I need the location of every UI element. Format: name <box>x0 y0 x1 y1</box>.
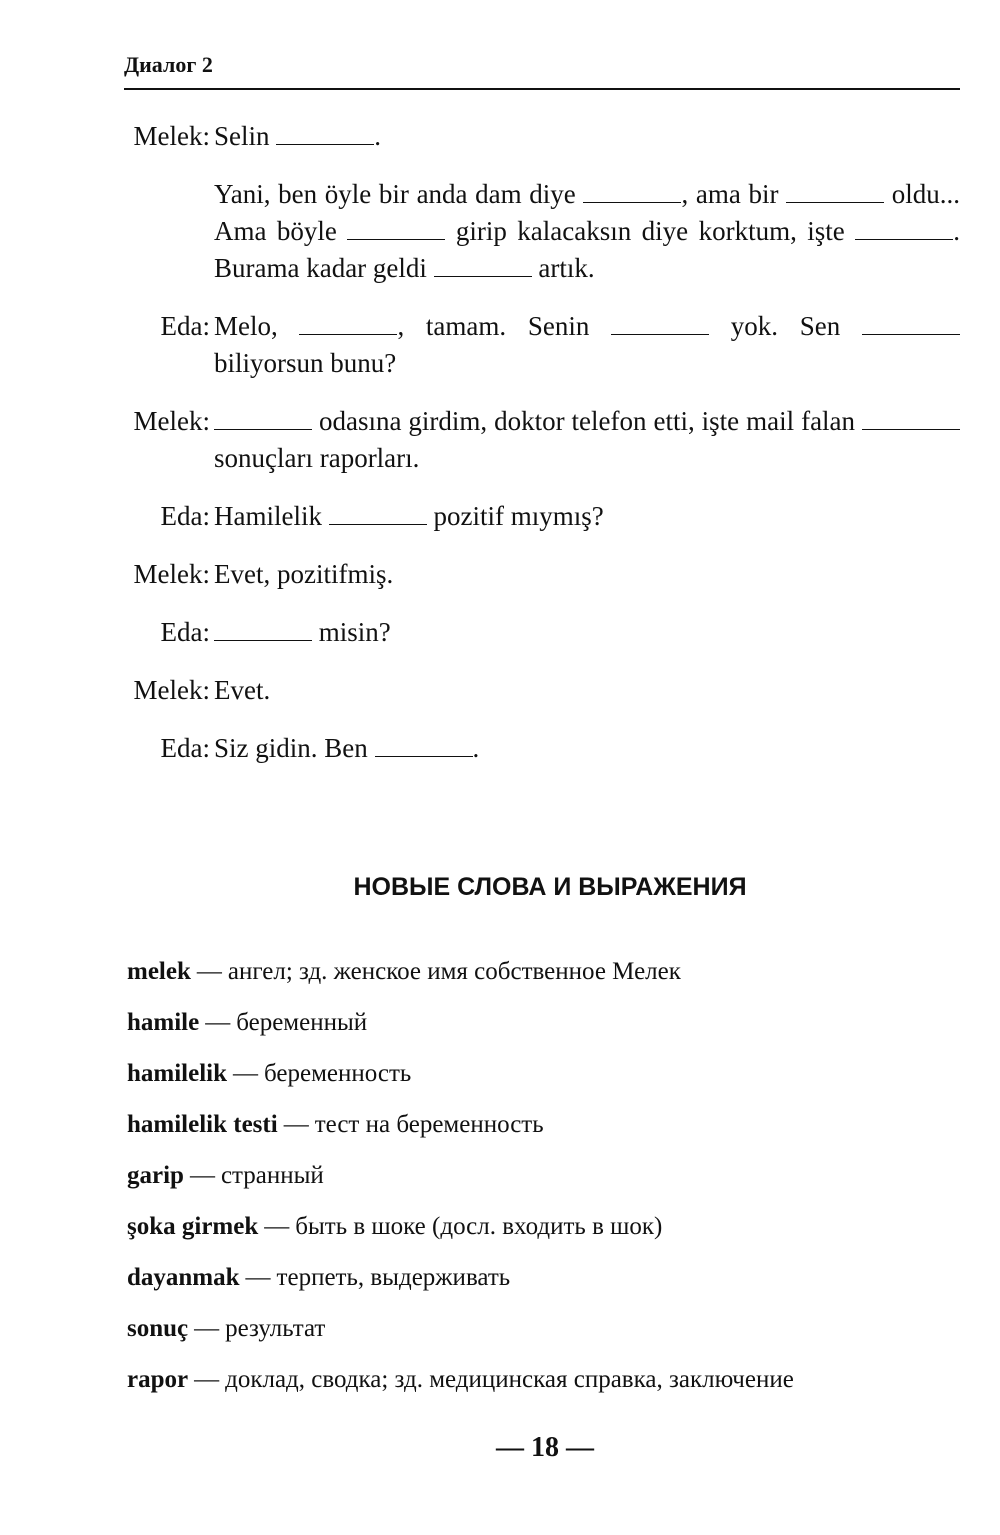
fill-in-blank[interactable] <box>611 312 709 335</box>
dialog-text-segment: Melo, <box>214 311 300 341</box>
speaker-label: Eda: <box>160 617 210 647</box>
speaker-label: Eda: <box>160 311 210 341</box>
dialog-text-segment: oldu... Ama böyle <box>214 179 960 246</box>
vocab-term: şoka girmek <box>127 1213 259 1240</box>
dash-separator: — <box>189 1162 215 1189</box>
speaker-label: Melek: <box>133 406 210 436</box>
vocab-definition: беременный <box>236 1009 368 1036</box>
dialog-text <box>214 730 960 767</box>
dialog-text-segment: biliyorsun bunu? <box>214 348 397 378</box>
vocab-term: rapor <box>127 1366 189 1393</box>
section-title: НОВЫЕ СЛОВА И ВЫРАЖЕНИЯ <box>353 873 747 901</box>
dialog-text-segment: pozitif mıymış? <box>426 501 604 531</box>
vocab-definition: тест на беременность <box>314 1111 544 1138</box>
vocab-item <box>127 1261 967 1295</box>
fill-in-blank[interactable] <box>862 407 960 430</box>
dash-separator: — <box>264 1213 290 1240</box>
page-number: — 18 — <box>496 1432 594 1463</box>
dialog-text <box>214 556 960 593</box>
fill-in-blank[interactable] <box>214 407 312 430</box>
vocab-term: melek <box>127 958 191 985</box>
vocab-definition: доклад, сводка; зд. медицинская справка, заключение <box>225 1366 794 1393</box>
vocab-term: hamilelik <box>127 1060 228 1087</box>
fill-in-blank[interactable] <box>434 254 532 277</box>
dialog-text-segment: , ama bir <box>681 179 787 209</box>
vocab-definition: беременность <box>264 1060 412 1087</box>
dialog-text-segment: misin? <box>312 617 391 647</box>
dialog-text-segment: Evet, pozitifmiş. <box>214 559 394 589</box>
vocab-term: hamile <box>127 1009 200 1036</box>
dialog-line <box>0 176 1000 287</box>
dialog-text-segment: . <box>374 121 382 151</box>
vocab-item <box>127 1006 967 1040</box>
vocab-definition: результат <box>225 1315 326 1342</box>
dialog-text-segment: Selin <box>214 121 277 151</box>
vocabulary-list <box>127 955 967 1414</box>
vocab-term: sonuç <box>127 1315 189 1342</box>
fill-in-blank[interactable] <box>375 734 473 757</box>
dialog-line <box>0 556 1000 593</box>
dialog-text <box>214 403 960 477</box>
dialog-text <box>214 118 960 155</box>
speaker-label: Melek: <box>133 121 210 151</box>
dialog-text-segment: yok. Sen <box>709 311 862 341</box>
dialog-text-segment: artık. <box>531 253 595 283</box>
vocab-definition: терпеть, выдерживать <box>276 1264 511 1291</box>
dialog-text-segment: Hamilelik <box>214 501 329 531</box>
vocab-definition: быть в шоке (досл. входить в шок) <box>295 1213 663 1240</box>
dialog-text <box>214 308 960 382</box>
vocab-term: dayanmak <box>127 1264 240 1291</box>
dialog-text <box>214 498 960 535</box>
dash-separator: — <box>194 1366 220 1393</box>
dialog-text-segment: odasına girdim, doktor telefon etti, işte mail falan <box>312 406 862 436</box>
speaker-label: Melek: <box>133 675 210 705</box>
dialog-text-segment: , tamam. Senin <box>397 311 612 341</box>
dialog-text-segment: Evet. <box>214 675 271 705</box>
vocab-item <box>127 1108 967 1142</box>
dialog-text <box>214 176 960 287</box>
fill-in-blank[interactable] <box>862 312 960 335</box>
vocab-item <box>127 1210 967 1244</box>
dash-separator: — <box>205 1009 231 1036</box>
fill-in-blank[interactable] <box>276 122 374 145</box>
fill-in-blank[interactable] <box>299 312 397 335</box>
vocab-item <box>127 1363 967 1397</box>
vocab-item <box>127 1159 967 1193</box>
dash-separator: — <box>245 1264 271 1291</box>
dialog-text-segment: . Burama kadar geldi <box>214 216 960 283</box>
dialog-text-segment: sonuçları raporları. <box>214 443 420 473</box>
fill-in-blank[interactable] <box>786 180 884 203</box>
dialog-text-segment: . <box>472 733 480 763</box>
dash-separator: — <box>233 1060 259 1087</box>
dialog-line <box>0 614 1000 651</box>
fill-in-blank[interactable] <box>329 502 427 525</box>
vocab-term: garip <box>127 1162 184 1189</box>
vocab-term: hamilelik testi <box>127 1111 278 1138</box>
speaker-label: Eda: <box>160 733 210 763</box>
dash-separator: — <box>196 958 222 985</box>
dialog-text <box>214 672 960 709</box>
page-header: Диалог 2 <box>124 52 960 90</box>
dialog-text-segment: girip kalacaksın diye korktum, işte <box>445 216 856 246</box>
dialog-text-segment: Siz gidin. Ben <box>214 733 375 763</box>
vocab-definition: ангел; зд. женское имя собственное Мелек <box>227 958 681 985</box>
dialog-line <box>0 308 1000 382</box>
dialog-block <box>0 118 1000 788</box>
dialog-text-segment: Yani, ben öyle bir anda dam diye <box>214 179 584 209</box>
speaker-label: Eda: <box>160 501 210 531</box>
vocab-item <box>127 1057 967 1091</box>
dialog-line <box>0 730 1000 767</box>
vocab-item <box>127 1312 967 1346</box>
vocab-item <box>127 955 967 989</box>
speaker-label: Melek: <box>133 559 210 589</box>
vocab-definition: странный <box>220 1162 324 1189</box>
fill-in-blank[interactable] <box>855 217 953 240</box>
fill-in-blank[interactable] <box>347 217 445 240</box>
dash-separator: — <box>194 1315 220 1342</box>
dialog-line <box>0 118 1000 155</box>
dialog-line <box>0 672 1000 709</box>
fill-in-blank[interactable] <box>583 180 681 203</box>
fill-in-blank[interactable] <box>214 618 312 641</box>
dialog-line <box>0 498 1000 535</box>
dash-separator: — <box>283 1111 309 1138</box>
dialog-text <box>214 614 960 651</box>
dialog-line <box>0 403 1000 477</box>
